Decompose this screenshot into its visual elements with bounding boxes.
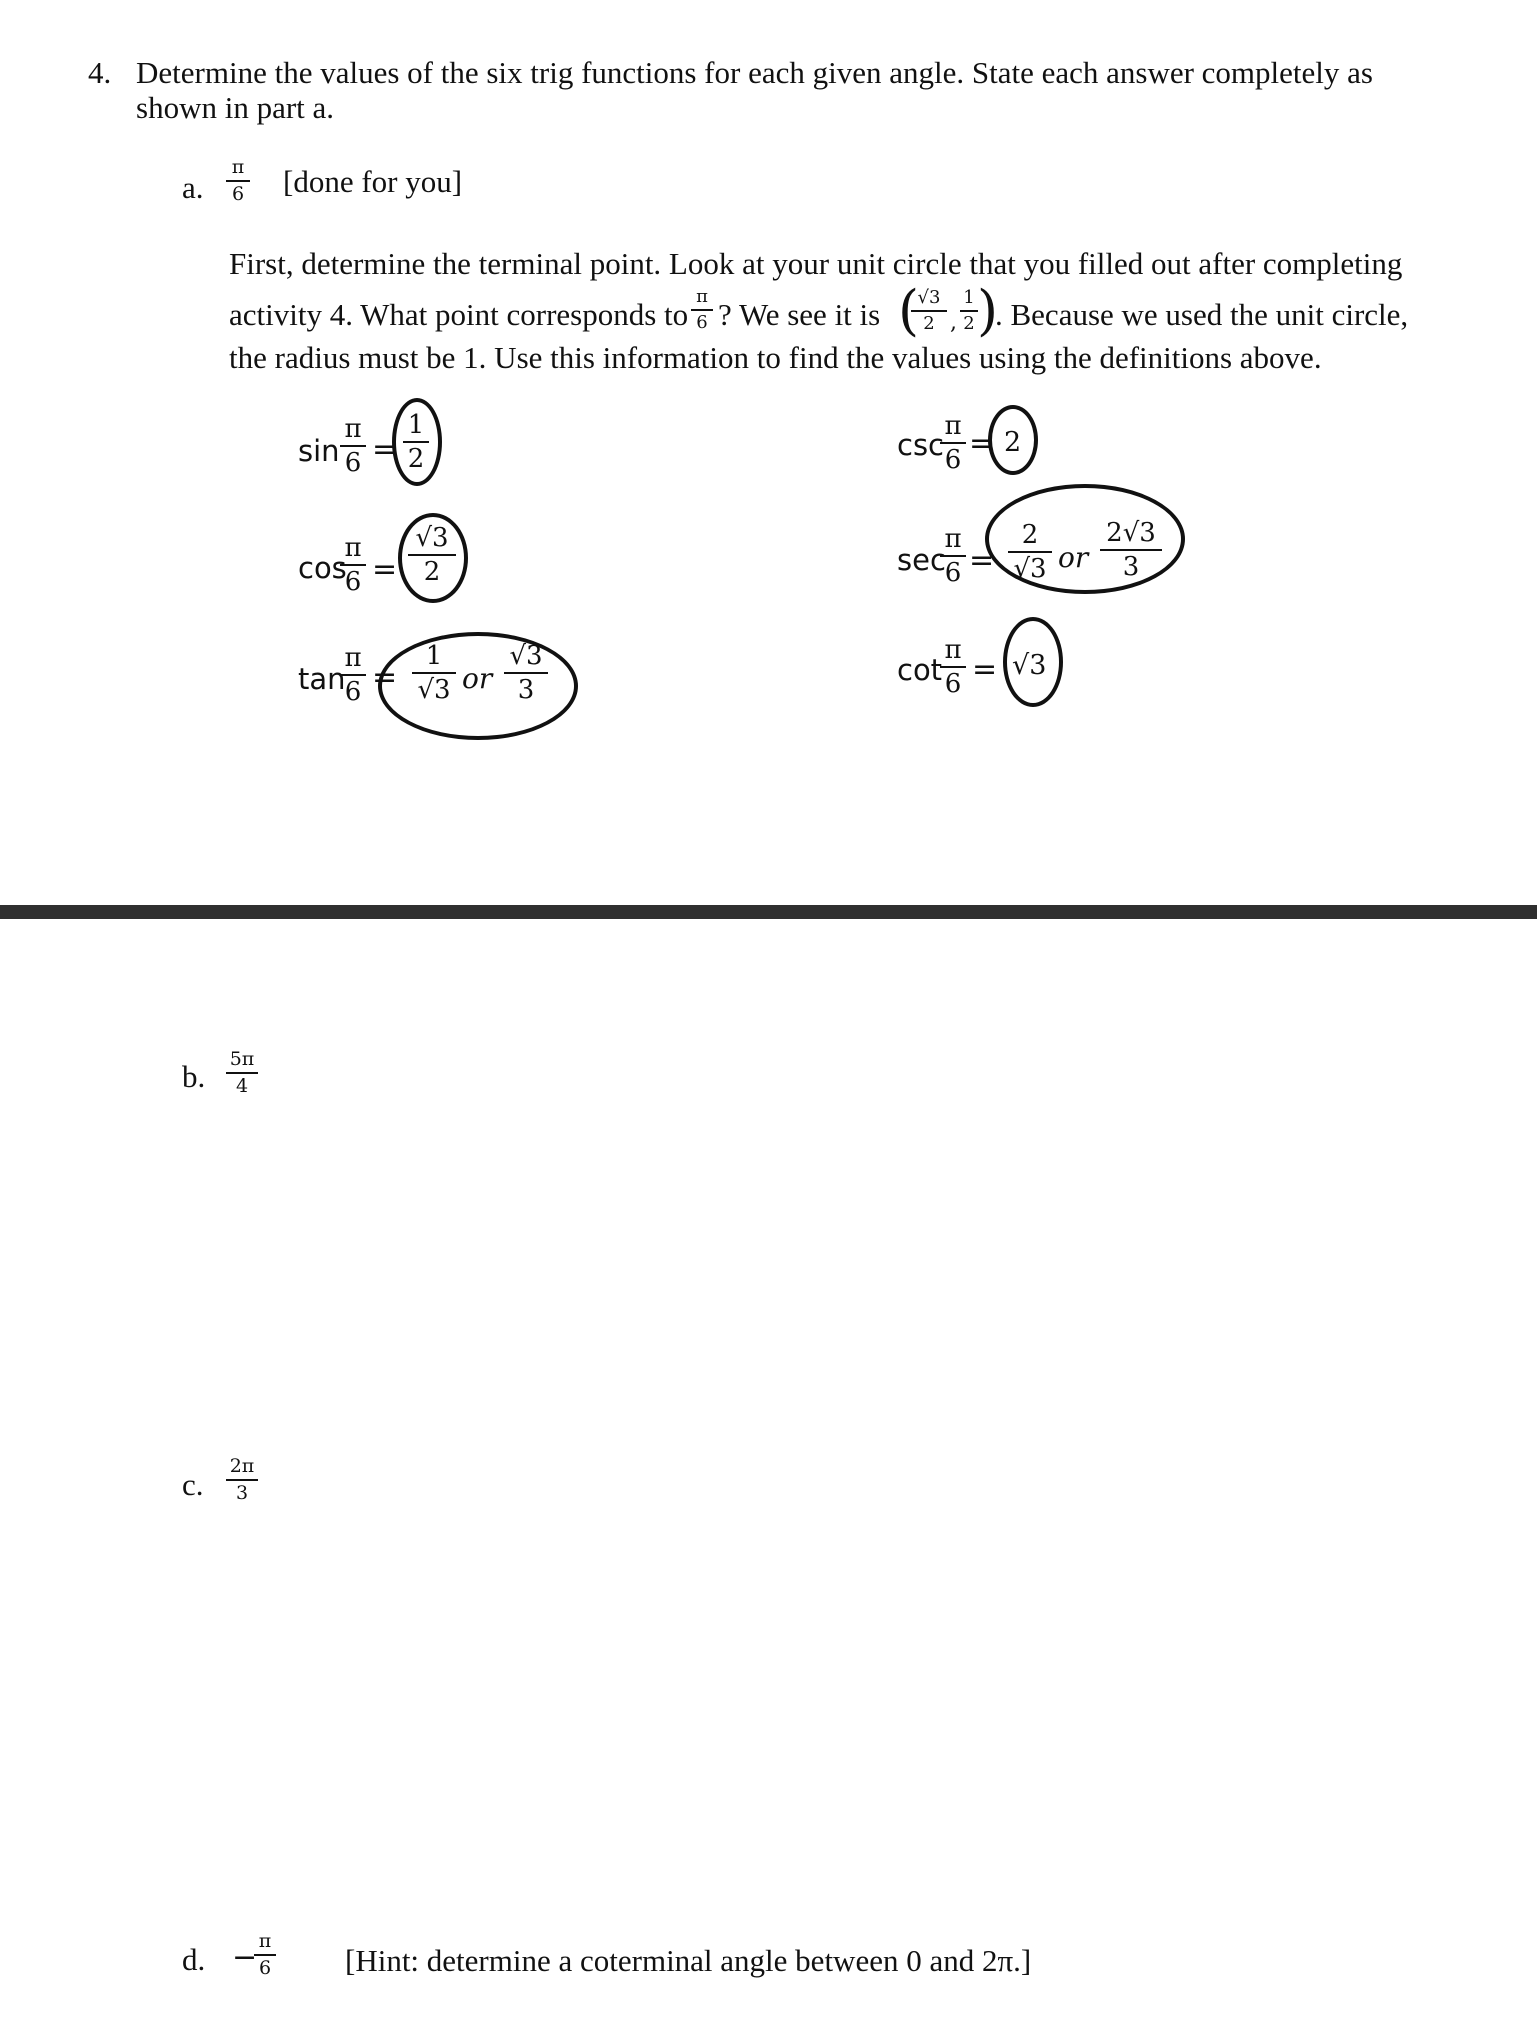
tan-answer-1-den: √3	[417, 675, 451, 705]
part-c-angle-num: 2π	[229, 1455, 255, 1477]
cos-answer-den: 2	[423, 557, 441, 587]
part-d-hint: [Hint: determine a coterminal angle between 0 and 2π.]	[345, 1943, 1032, 1978]
question-number: 4.	[88, 55, 112, 90]
paragraph-line2-end: . Because we used the unit circle,	[995, 297, 1409, 332]
cos-angle-den: 6	[344, 567, 362, 597]
tan-or: or	[462, 662, 493, 695]
part-c-angle	[226, 1457, 258, 1503]
part-a-note: [done for you]	[283, 164, 463, 199]
point-x-num: √3	[917, 287, 941, 308]
sec-angle	[940, 526, 966, 586]
fraction-bar	[226, 180, 250, 182]
cos-equals: =	[372, 552, 398, 587]
fraction-bar	[940, 555, 966, 557]
part-a-angle-num: π	[231, 156, 245, 178]
csc-label: csc	[897, 428, 944, 462]
sec-equals: =	[969, 543, 995, 578]
fraction-bar	[412, 672, 456, 674]
cos-angle-num: π	[344, 533, 362, 563]
part-b-angle-num: 5π	[229, 1048, 255, 1070]
fraction-bar	[340, 564, 366, 566]
csc-angle	[940, 413, 966, 473]
paragraph-line2-mid: ? We see it is	[718, 297, 881, 332]
fraction-bar	[1008, 551, 1052, 553]
part-b-angle-den: 4	[235, 1075, 249, 1097]
cot-answer: √3	[1012, 650, 1047, 681]
cos-answer	[408, 525, 456, 585]
tan-answer-1	[412, 643, 456, 703]
csc-angle-den: 6	[944, 445, 962, 475]
sin-label: sin	[298, 434, 340, 468]
sin-angle-num: π	[344, 414, 362, 444]
fraction-bar	[340, 445, 366, 447]
paragraph-angle-den: 6	[696, 312, 708, 333]
part-d-angle-num: π	[258, 1930, 272, 1952]
cot-angle	[940, 637, 966, 697]
cot-angle-num: π	[944, 635, 962, 665]
sec-answer-1-num: 2	[1021, 520, 1039, 550]
sec-label: sec	[897, 543, 946, 577]
tan-answer-2-den: 3	[517, 675, 535, 705]
sin-answer-num: 1	[407, 410, 425, 440]
fraction-bar	[940, 666, 966, 668]
paragraph-line2-start: activity 4. What point corresponds to	[229, 297, 689, 332]
fraction-bar	[940, 442, 966, 444]
point-x	[911, 289, 947, 333]
fraction-bar	[340, 674, 366, 676]
part-a-angle	[226, 158, 250, 204]
csc-angle-num: π	[944, 411, 962, 441]
sec-answer-1-den: √3	[1013, 554, 1047, 584]
fraction-bar	[691, 309, 713, 311]
fraction-bar	[408, 554, 456, 556]
sin-angle-den: 6	[344, 448, 362, 478]
paragraph-line1: First, determine the terminal point. Look at your unit circle that you filled out after completing	[229, 246, 1403, 281]
point-open-paren: (	[898, 279, 920, 342]
point-x-den: 2	[923, 313, 935, 334]
cos-answer-num: √3	[415, 523, 449, 553]
part-a-angle-den: 6	[231, 183, 245, 205]
sec-answer-2-den: 3	[1122, 552, 1140, 582]
part-d-minus: −	[232, 1940, 258, 1975]
fraction-bar	[960, 310, 978, 312]
point-y-den: 2	[963, 313, 975, 334]
fraction-bar	[1100, 549, 1162, 551]
fraction-bar	[911, 310, 947, 312]
tan-label: tan	[298, 662, 346, 696]
fraction-bar	[226, 1479, 258, 1481]
cot-equals: =	[972, 652, 998, 687]
point-comma: ,	[950, 310, 957, 335]
sec-answer-2	[1100, 520, 1162, 580]
part-d-angle	[254, 1932, 276, 1978]
paragraph-angle-num: π	[696, 286, 708, 307]
point-y	[960, 289, 978, 333]
part-d-label: d.	[182, 1942, 206, 1977]
paragraph-line3: the radius must be 1. Use this information to find the values using the definitions above.	[229, 340, 1322, 375]
fraction-bar	[403, 441, 429, 443]
sec-angle-num: π	[944, 524, 962, 554]
sin-angle	[340, 416, 366, 476]
cos-label: cos	[298, 551, 347, 585]
sec-angle-den: 6	[944, 558, 962, 588]
part-b-label: b.	[182, 1059, 206, 1094]
cos-angle	[340, 535, 366, 595]
cot-angle-den: 6	[944, 669, 962, 699]
sec-answer-1	[1008, 522, 1052, 582]
fraction-bar	[504, 672, 548, 674]
point-y-num: 1	[963, 287, 975, 308]
part-a-label: a.	[182, 170, 204, 205]
tan-answer-1-num: 1	[425, 641, 443, 671]
point-close-paren: )	[977, 279, 999, 342]
part-d-angle-den: 6	[258, 1957, 272, 1979]
question-text-line2: shown in part a.	[136, 90, 335, 125]
section-divider	[0, 905, 1537, 919]
sin-answer-den: 2	[407, 444, 425, 474]
fraction-bar	[254, 1954, 276, 1956]
part-c-angle-den: 3	[235, 1482, 249, 1504]
part-b-angle	[226, 1050, 258, 1096]
sin-answer	[403, 412, 429, 472]
question-text-line1: Determine the values of the six trig functions for each given angle. State each answer completely as	[136, 55, 1373, 90]
sec-or: or	[1058, 541, 1089, 574]
tan-angle-num: π	[344, 643, 362, 673]
tan-angle	[340, 645, 366, 705]
tan-answer-2-num: √3	[509, 641, 543, 671]
sin-equals: =	[372, 432, 398, 467]
sec-answer-2-num: 2√3	[1106, 518, 1156, 548]
part-c-label: c.	[182, 1467, 204, 1502]
tan-equals: =	[372, 660, 398, 695]
fraction-bar	[226, 1072, 258, 1074]
csc-equals: =	[969, 426, 995, 461]
tan-answer-2	[504, 643, 548, 703]
tan-angle-den: 6	[344, 677, 362, 707]
csc-answer: 2	[1004, 427, 1022, 458]
cot-label: cot	[897, 653, 943, 687]
paragraph-angle	[691, 288, 713, 332]
